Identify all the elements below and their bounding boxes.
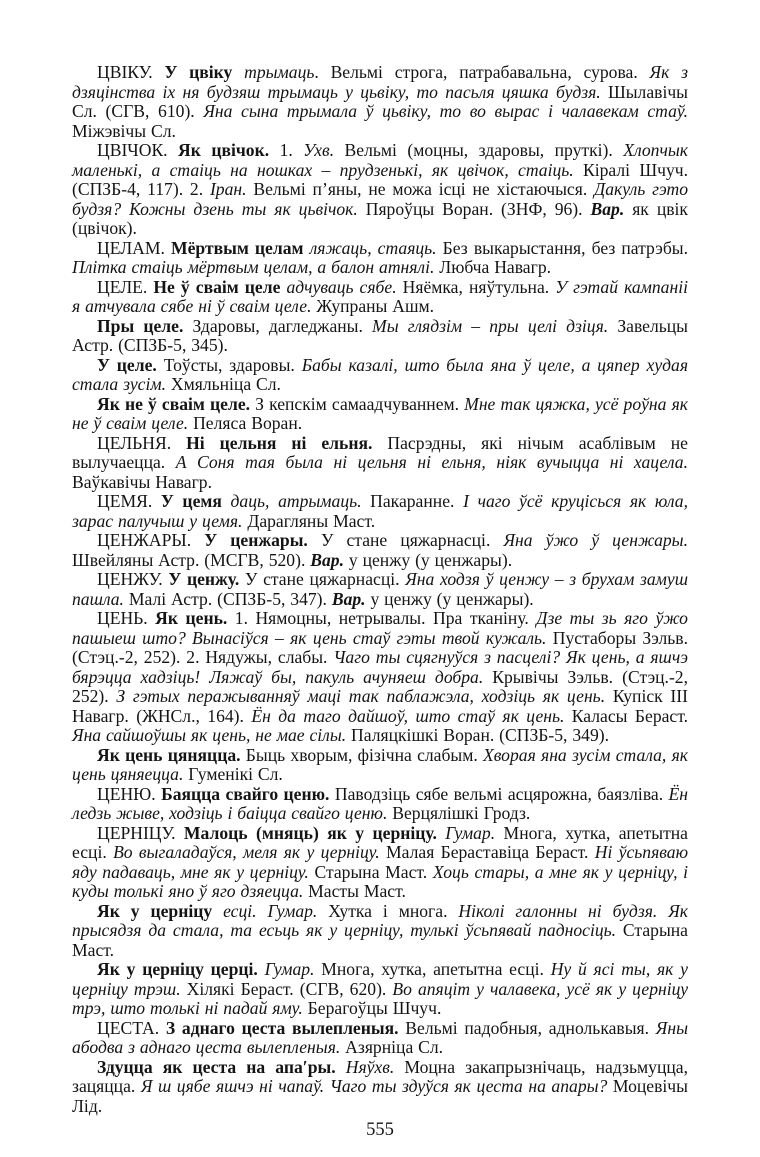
dictionary-entry (72, 239, 688, 278)
text-run: Бабы казалі, што была яна ў целе, а цяпер худая стала зусім. (72, 354, 688, 394)
text-run: Малая Бераставіца Бераст. (379, 842, 595, 862)
text-run: ЦЕМЯ. (97, 491, 161, 511)
text-run: Гуменікі Сл. (183, 764, 283, 784)
text-run: Вар. (310, 549, 344, 570)
text-run: Хутка і многа. (317, 900, 459, 921)
text-run: Як цвічок. (178, 140, 280, 160)
text-run: Пяроўцы Воран. (ЗНФ, 96). (357, 198, 591, 219)
text-run: Кіралі Шчуч. (СПЗБ-4, 117). 2. (72, 159, 688, 199)
text-run: Ні ўсьпяваю яду падаваць, мне як у церніцу. (72, 842, 688, 882)
text-run: Верцялішкі Гродз. (387, 803, 531, 823)
text-run: Шылавічы Сл. (СГВ, 610). (72, 81, 688, 121)
text-run: Во апяціт у чалавека, усё як у церніцу трэ, што толькі ні падай яму. (72, 978, 689, 1018)
text-run: Швейляны Астр. (МСГВ, 520). (72, 549, 311, 570)
text-run: Пакаранне. (361, 491, 464, 511)
dictionary-entry (72, 960, 688, 1019)
text-run: У стане цяжарнасці. (320, 530, 504, 550)
text-run: Ён ледзь жыве, ходзіць і баіцца свайго ценю. (72, 783, 689, 823)
text-run: 1. Нямоцны, нетрывалы. Пра тканіну. (234, 608, 537, 628)
text-run: Малоць (мняць) як у церніцу. (183, 822, 446, 843)
text-run: Іран. (209, 179, 247, 199)
dictionary-entry (72, 746, 688, 785)
text-run: Дзе ты зь яго ўжо пашыеш што? Вынасіўся – як цень стаў гэты твой кужаль. (72, 608, 688, 648)
text-run: Моцевічы Лід. (72, 1076, 688, 1116)
text-run: у ценжу (у ценжары). (365, 588, 534, 609)
text-run: Любча Навагр. (434, 257, 552, 277)
text-run: Гумар. (445, 822, 496, 843)
dictionary-entry (72, 278, 688, 317)
text-run: ЦЕНЖУ. (97, 569, 169, 589)
text-run: Крывічы Зэльв. (Стэц.-2, 252). (72, 666, 688, 706)
text-run: У ценжу. (168, 569, 245, 589)
text-run: Яна ходзя ў ценжу – з брухам замуш пашла. (72, 569, 689, 609)
text-run: Без выкарыстання, без патрэбы. (436, 237, 689, 258)
text-run: Паводзіць сябе вельмі асцярожна, баязліва. (334, 783, 669, 804)
text-run: Дакуль гэто будзя? Кожны дзень ты як цьвічок. (72, 179, 688, 219)
text-run: Ні цельня ні ельня. (186, 432, 388, 453)
text-run: Няўхв. (345, 1056, 395, 1077)
text-run: Вар. (590, 198, 625, 219)
text-run: Старына Маст. (308, 861, 433, 882)
text-run: Як у церніцу (97, 900, 224, 921)
text-run: ЦЕЛАМ. (97, 237, 171, 258)
text-run: Тоўсты, здаровы. (163, 354, 302, 375)
text-run: Здуцца як цеста на апа′ры. (97, 1056, 346, 1077)
dictionary-entry (72, 434, 688, 493)
text-run: ЦВІКУ. (97, 62, 165, 82)
text-run: ЦЕНЖАРЫ. (97, 530, 205, 550)
text-run: Яна ўжо ў ценжары. (503, 530, 688, 550)
text-run: У ценжары. (204, 530, 321, 550)
text-run: Міжэвічы Сл. (72, 120, 176, 141)
dictionary-text-block (72, 63, 688, 1116)
text-run: З аднаго цеста вылепленыя. (165, 1017, 406, 1038)
text-run: Як з дзяцінства іх ня будзяш трымаць у цьвіку, то пасьля цяшка будзя. (72, 62, 688, 102)
text-run: У гэтай кампаніі я атчувала сябе ні ў сваім целе. (72, 276, 688, 316)
text-run: ляжаць, стаяць. (309, 237, 437, 258)
text-run: ЦЕНЬ. (97, 608, 156, 628)
text-run: Моцна закапрызнічаць, надзьмуцца, зацяцца. (72, 1056, 688, 1096)
text-run: Гумар. (264, 959, 315, 979)
text-run: Ён да таго дайшоў, што стаў як цень. (251, 705, 565, 726)
text-run: Пустаборы Зэльв. (Стэц.-2, 252). 2. Нядужы, слабы. (72, 627, 688, 667)
text-run: Здаровы, дагледжаны. (192, 315, 373, 336)
text-run: Хоць стары, а мне як у церніцу, і куды толькі яно ў яго дзяецца. (72, 861, 688, 901)
text-run: Баяцца свайго ценю. (161, 783, 335, 804)
text-run: Вельмі падобныя, аднолькавыя. (405, 1017, 656, 1038)
text-run: Не ў сваім целе (153, 276, 287, 297)
text-run: Яна сайшоўшы як цень, не мае сілы. (72, 725, 347, 745)
text-run: даць, атрымаць. (230, 491, 362, 511)
dictionary-entry (72, 570, 688, 609)
text-run: Пеляса Воран. (188, 413, 303, 433)
text-run: Як цень цяняцца. (97, 744, 246, 765)
text-run: адчуваць сябе. (286, 276, 397, 297)
dictionary-entry (72, 531, 688, 570)
dictionary-entry (72, 356, 688, 395)
text-run: есці. Гумар. (223, 900, 318, 921)
text-run: Завельцы Астр. (СПЗБ-5, 345). (72, 315, 689, 355)
text-run: Хворая яна зусім стала, як цень цяняецца. (72, 744, 688, 784)
text-run: І чаго ўсё круцісься як юла, зарас палучыш у цемя. (72, 491, 688, 531)
text-run: Многа, хутка, апетытна есці. (314, 959, 551, 979)
text-run: трымаць (244, 62, 315, 82)
text-run: 1. (279, 140, 304, 160)
dictionary-entry (72, 824, 688, 902)
text-run: Вельмі п’яны, не можа ісці не хістаючыся. (246, 179, 595, 199)
text-run: Купіск III Навагр. (ЖНСл., 164). (72, 686, 689, 726)
text-run: Мы глядзім – пры целі дзіця. (372, 315, 609, 336)
page-number: 555 (366, 1120, 394, 1140)
text-run: Ухв. (303, 140, 335, 160)
text-run: . Вельмі строга, патрабавальна, сурова. (314, 62, 650, 82)
text-run: Хлопчык маленькі, а стаіць на ношках – прудзенькі, як цвічок, стаіць. (72, 140, 689, 180)
text-run: Масты Маст. (303, 881, 406, 901)
text-run: У стане цяжарнасці. (244, 569, 406, 589)
text-run: Ваўкавічы Навагр. (72, 471, 213, 492)
text-run: У цвіку (164, 62, 245, 82)
text-run: ЦЕСТА. (97, 1017, 166, 1038)
text-run: Пасрэдны, які нічым асаблівым не вылучаецца. (72, 432, 688, 472)
text-run: Хмяльніца Сл. (165, 374, 281, 394)
text-run: Пры целе. (97, 315, 193, 336)
text-run: Во выгаладаўся, меля як у церніцу. (113, 842, 380, 862)
dictionary-entry (72, 63, 688, 141)
text-run: Старына Маст. (72, 920, 688, 960)
text-run: Чаго ты сцягнуўся з пасцелі? Як цень, а яшчэ бярэцца хадзіць! Ляжаў бы, пакуль ачуняеш добра. (72, 647, 688, 687)
text-run: Хілякі Бераст. (СГВ, 620). (180, 978, 393, 999)
text-run: Як не ў сваім целе. (97, 393, 256, 414)
text-run: Я ш цябе яшчэ ні чапаў. Чаго ты здуўся як цеста на апары? (140, 1076, 608, 1096)
text-run: ЦЕРНІЦУ. (97, 822, 184, 843)
text-run: Вельмі (моцны, здаровы, пруткі). (334, 140, 624, 160)
text-run: Яна сына трымала ў цьвіку, то во вырас і чалавекам стаў. (203, 101, 688, 121)
text-run: Жупраны Ашм. (311, 296, 435, 316)
text-run: У цемя (160, 491, 231, 511)
dictionary-entry (72, 317, 688, 356)
dictionary-entry (72, 1019, 688, 1058)
text-run: Як у церніцу церці. (97, 959, 265, 979)
text-run: Паляцкішкі Воран. (СПЗБ-5, 349). (346, 725, 609, 745)
dictionary-entry (72, 609, 688, 746)
text-run: З гэтых перажыванняў маці так паблажэла, ходзіць як цень. (116, 686, 606, 706)
text-run: ЦВІЧОК. (97, 140, 179, 160)
dictionary-entry (72, 785, 688, 824)
dictionary-entry (72, 492, 688, 531)
text-run: Плітка стаіць мёртвым целам, а балон атнялі. (72, 257, 435, 277)
text-run: ЦЕЛЬНЯ. (97, 432, 187, 453)
dictionary-entry (72, 902, 688, 961)
text-run: З кепскім самаадчуваннем. (255, 393, 465, 414)
text-run: Як цень. (155, 608, 235, 628)
text-run: як цвік (цвічок). (72, 198, 688, 238)
text-run: Каласы Бераст. (564, 705, 688, 726)
text-run: Ніколі галонны ні будзя. Як прысядзя да стала, та есьць як у церніцу, тулькі ўсьпявай падносіць. (72, 900, 688, 940)
text-run: А Соня тая была ні цельня ні ельня, ніяк вучыцца ні хацела. (175, 452, 688, 472)
text-run: Берагоўцы Шчуч. (302, 998, 442, 1018)
text-run: ЦЕЛЕ. (97, 276, 154, 297)
text-run: Дарагляны Маст. (242, 510, 376, 531)
text-run: ЦЕНЮ. (97, 783, 162, 804)
text-run: у ценжу (у ценжары). (343, 549, 513, 570)
dictionary-entry (72, 141, 688, 239)
text-run: У целе. (97, 354, 164, 375)
text-run: Яны абодва з аднаго цеста вылепленыя. (72, 1017, 688, 1057)
text-run: Ну й ясі ты, як у церніцу трэш. (72, 959, 688, 999)
text-run: Мне так цяжка, усё роўна як не ў сваім целе. (72, 393, 688, 433)
text-run: Мёртвым целам (171, 237, 310, 258)
text-run: Вар. (331, 588, 366, 609)
text-run: Многа, хутка, апетытна есці. (72, 822, 688, 862)
text-run: Няёмка, няўтульна. (396, 276, 556, 297)
text-run: Малі Астр. (СПЗБ-5, 347). (123, 588, 332, 609)
dictionary-entry (72, 1058, 688, 1117)
text-run: Быць хворым, фізічна слабым. (245, 744, 484, 765)
dictionary-entry (72, 395, 688, 434)
text-run: Азярніца Сл. (340, 1037, 444, 1057)
